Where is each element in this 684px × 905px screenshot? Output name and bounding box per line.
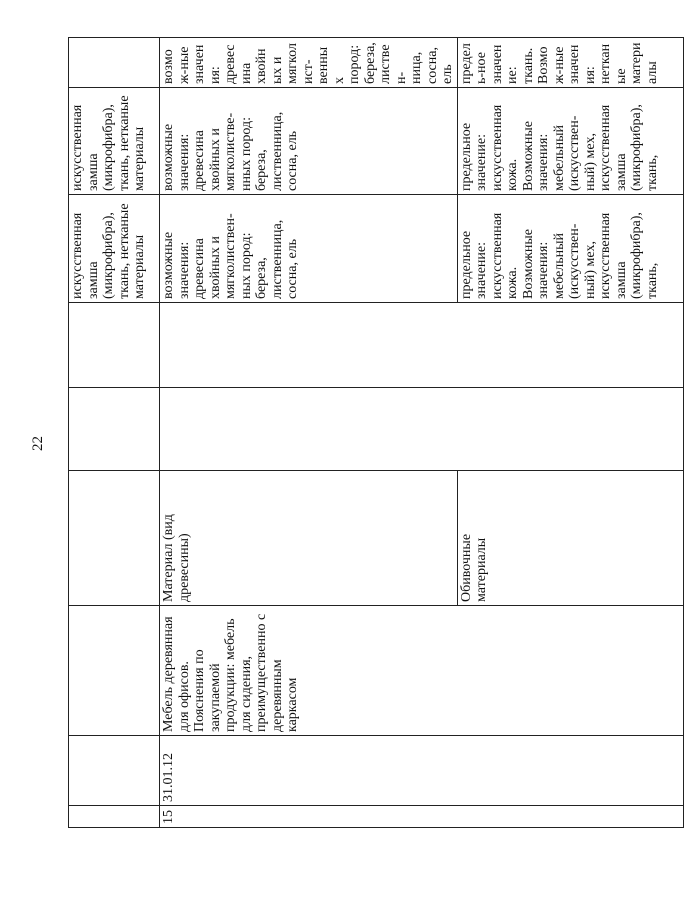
cell-code-blank	[69, 736, 160, 806]
cell-unit-blank	[69, 388, 160, 471]
cell-col-d	[160, 303, 684, 388]
cell-product-name: Мебель деревянная для офисов. Пояснения по закупаемой продукции: мебель для сидения, преимущественно с деревянным каркасом	[160, 606, 684, 736]
cell-head-col-f: искусственная замша (микрофибра), ткань, нетканые материалы	[69, 88, 160, 195]
cell-row-number-blank	[69, 806, 160, 828]
cell-head-col-g	[69, 38, 160, 88]
cell-upholstery-col-f: предельное значение: искусственная кожа. Возможные значения: мебельный (искусствен-ный) мех, искусственная замша (микрофибра), ткань,	[457, 88, 683, 195]
cell-product-blank	[69, 606, 160, 736]
requirements-table	[68, 38, 660, 828]
cell-code: 31.01.12	[160, 736, 684, 806]
cell-wood-col-g: возмож-ные значения: древесина хвойных и мягколист-венных пород: береза, листвен-ница, сосна, ель	[160, 38, 458, 88]
cell-head-col-e: искусственная замша (микрофибра), ткань, нетканые материалы	[69, 195, 160, 303]
cell-wood-col-f: возможные значения: древесина хвойных и мягколистве-нных пород: береза, лиственница, сосна, ель	[160, 88, 458, 195]
cell-unit	[160, 388, 684, 471]
cell-upholstery-characteristic: Обивочные материалы	[457, 471, 683, 606]
table-row-wood	[160, 38, 458, 828]
cell-upholstery-col-g: предель-ное значение: ткань. Возмож-ные значения: нетканые материалы	[457, 38, 683, 88]
cell-upholstery-col-e: предельное значение: искусственная кожа. Возможные значения: мебельный (искусствен-ный) мех, искусственная замша (микрофибра), ткань,	[457, 195, 683, 303]
cell-wood-characteristic: Материал (вид древесины)	[160, 471, 458, 606]
table-row-head	[69, 38, 160, 828]
cell-characteristic-blank	[69, 471, 160, 606]
page-number: 22	[30, 436, 46, 451]
cell-wood-col-e: возможные значения: древесина хвойных и мягколиствен-ных пород: береза, лиственница, сосна, ель	[160, 195, 458, 303]
cell-row-number: 15	[160, 806, 684, 828]
cell-col-d-blank	[69, 303, 160, 388]
